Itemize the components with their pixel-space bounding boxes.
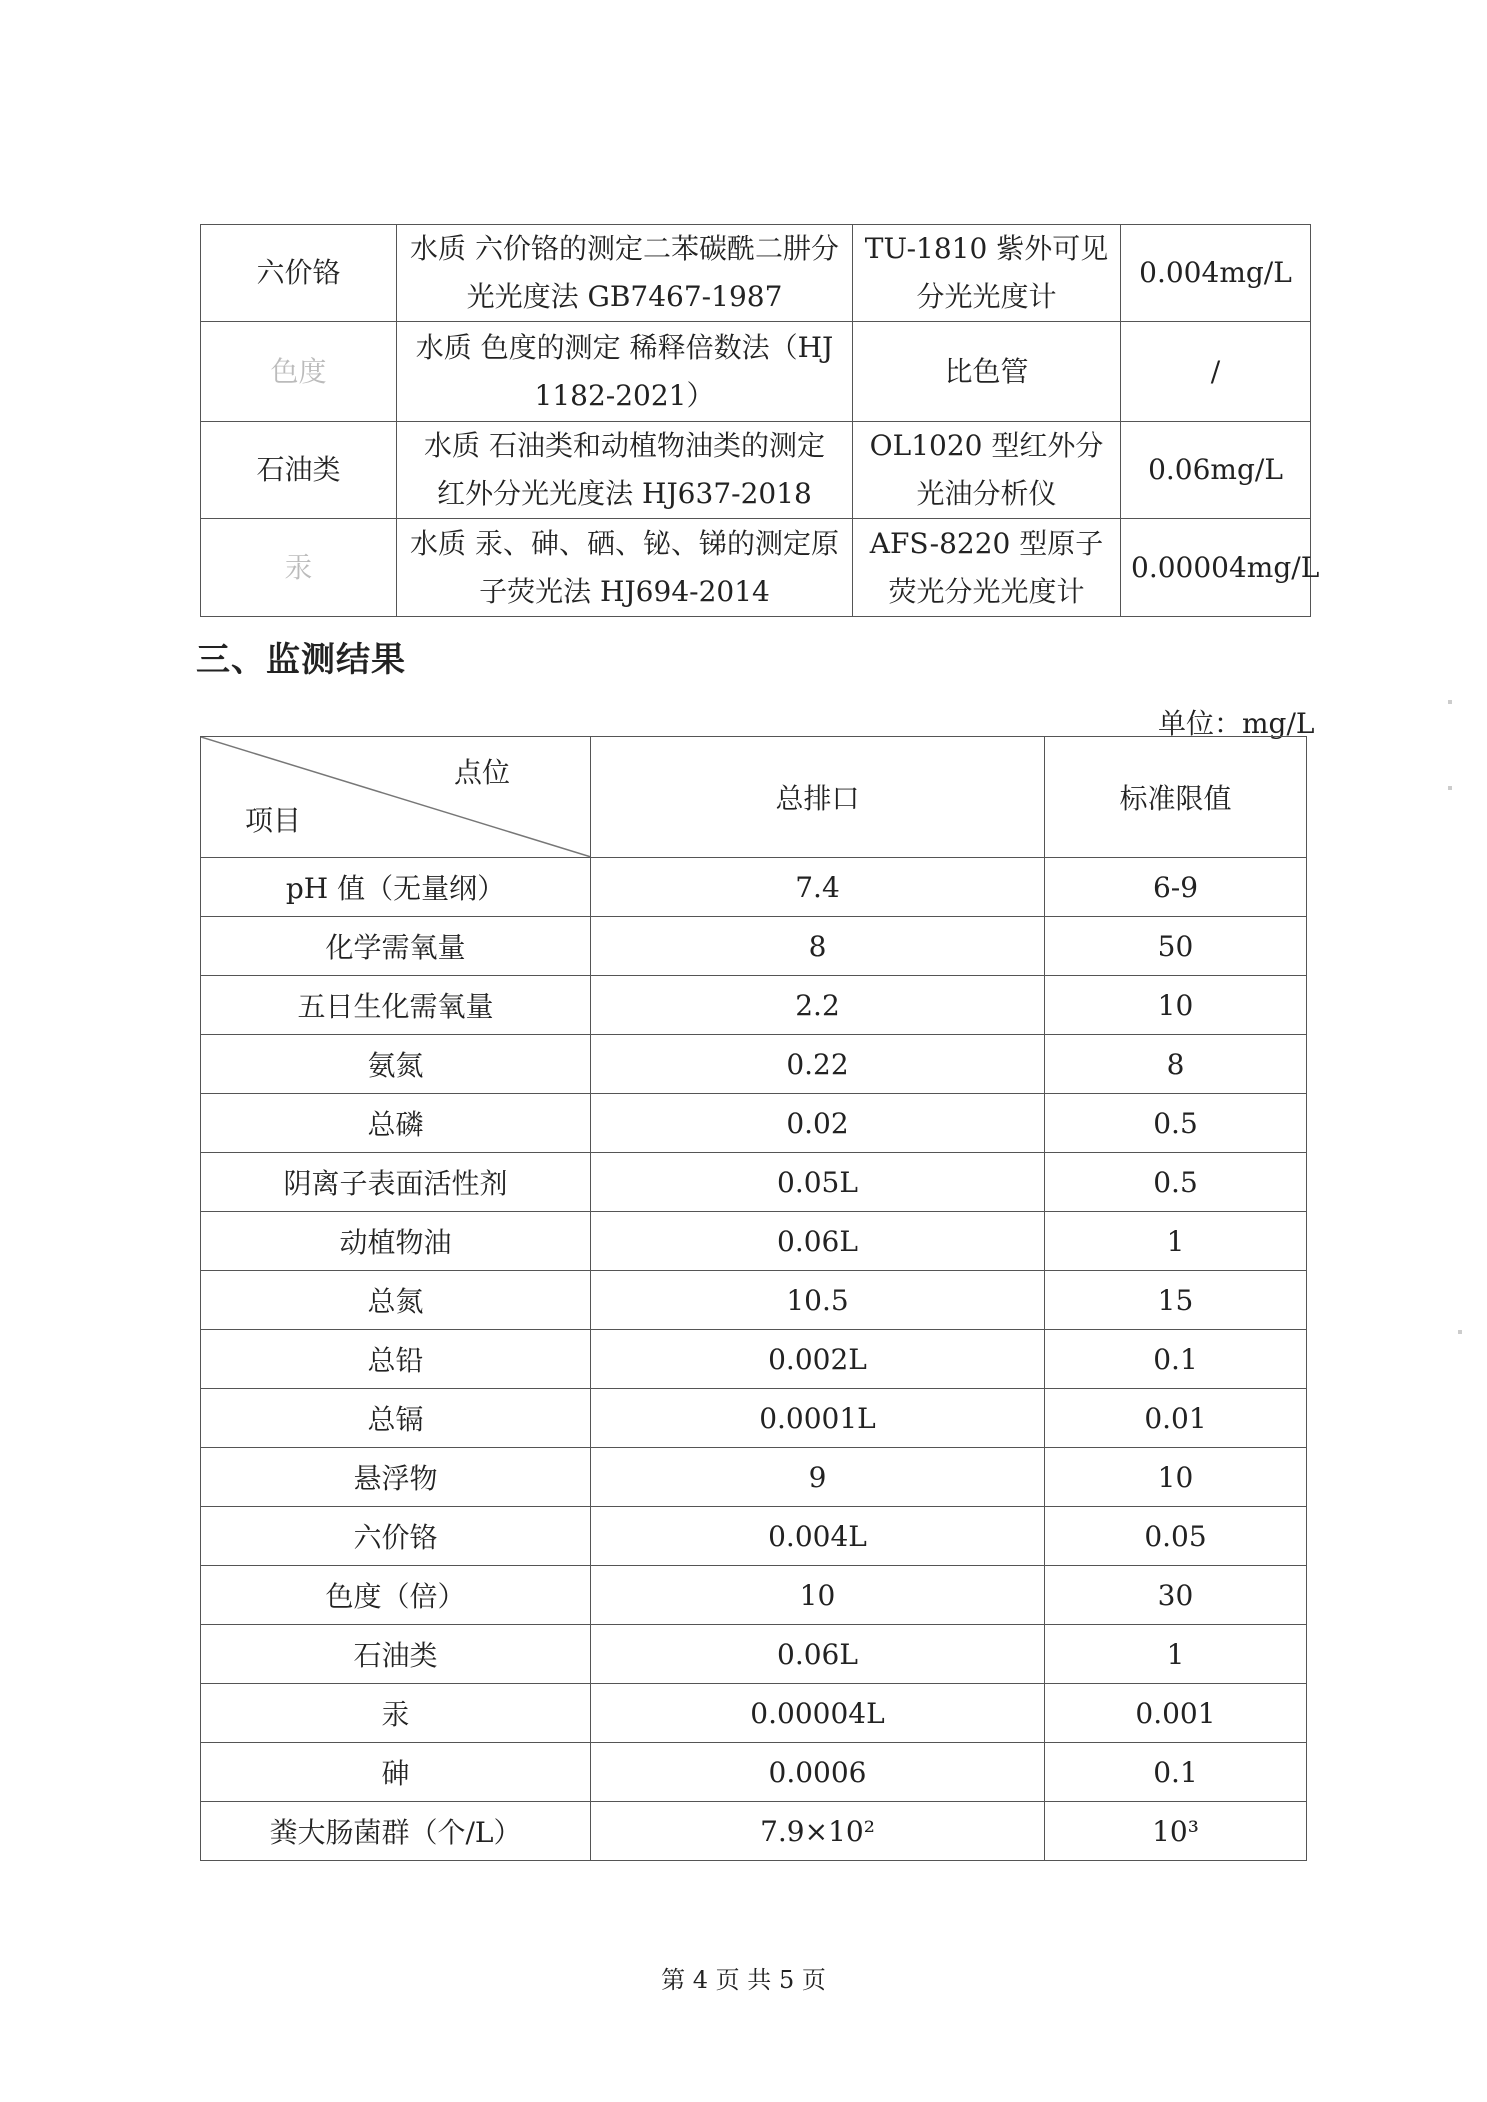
method-detection-limit: 0.00004mg/L (1121, 519, 1311, 617)
scan-mark (1448, 786, 1452, 790)
result-limit: 10³ (1045, 1802, 1307, 1861)
method-detection-limit: / (1121, 322, 1311, 422)
result-item: 化学需氧量 (201, 917, 591, 976)
result-item: 石油类 (201, 1625, 591, 1684)
result-value: 0.0006 (591, 1743, 1045, 1802)
method-standard: 水质 汞、砷、硒、铋、锑的测定原子荧光法 HJ694-2014 (397, 519, 853, 617)
result-row (201, 858, 1307, 917)
result-row (201, 1507, 1307, 1566)
result-value: 8 (591, 917, 1045, 976)
method-item: 石油类 (201, 422, 397, 519)
result-limit: 1 (1045, 1212, 1307, 1271)
section-title: 三、监测结果 (196, 640, 406, 680)
result-value: 0.06L (591, 1625, 1045, 1684)
method-standard: 水质 色度的测定 稀释倍数法（HJ 1182-2021） (397, 322, 853, 422)
result-row (201, 1743, 1307, 1802)
result-value: 0.004L (591, 1507, 1045, 1566)
result-value: 0.02 (591, 1094, 1045, 1153)
result-value: 9 (591, 1448, 1045, 1507)
result-limit: 0.5 (1045, 1094, 1307, 1153)
result-limit: 0.5 (1045, 1153, 1307, 1212)
method-instrument: OL1020 型红外分光油分析仪 (853, 422, 1121, 519)
result-item: 总铅 (201, 1330, 591, 1389)
result-item: 六价铬 (201, 1507, 591, 1566)
result-row (201, 1212, 1307, 1271)
method-instrument: TU-1810 紫外可见分光光度计 (853, 225, 1121, 322)
result-row (201, 1684, 1307, 1743)
result-limit: 0.1 (1045, 1330, 1307, 1389)
result-row (201, 1271, 1307, 1330)
result-limit: 1 (1045, 1625, 1307, 1684)
result-value: 0.00004L (591, 1684, 1045, 1743)
result-item: 五日生化需氧量 (201, 976, 591, 1035)
results-table (200, 736, 1307, 1861)
result-item: 砷 (201, 1743, 591, 1802)
result-limit: 30 (1045, 1566, 1307, 1625)
result-row (201, 1448, 1307, 1507)
method-item: 汞 (201, 519, 397, 617)
result-item: pH 值（无量纲） (201, 858, 591, 917)
result-value: 0.0001L (591, 1389, 1045, 1448)
scan-mark (1458, 1330, 1462, 1334)
scan-mark (1448, 700, 1452, 704)
result-row (201, 1389, 1307, 1448)
result-row (201, 1802, 1307, 1861)
header-item-label: 项目 (245, 804, 302, 837)
result-limit: 0.1 (1045, 1743, 1307, 1802)
methods-table (200, 224, 1320, 617)
result-item: 粪大肠菌群（个/L） (201, 1802, 591, 1861)
method-row (201, 225, 1311, 322)
result-limit: 6-9 (1045, 858, 1307, 917)
result-value: 0.002L (591, 1330, 1045, 1389)
result-row (201, 1625, 1307, 1684)
result-value: 0.22 (591, 1035, 1045, 1094)
method-detection-limit: 0.004mg/L (1121, 225, 1311, 322)
result-limit: 15 (1045, 1271, 1307, 1330)
result-row (201, 1153, 1307, 1212)
result-limit: 10 (1045, 976, 1307, 1035)
method-instrument: 比色管 (853, 322, 1121, 422)
result-value: 10 (591, 1566, 1045, 1625)
results-header-row (201, 737, 1307, 858)
unit-label: 单位：mg/L (1158, 707, 1315, 740)
result-item: 总氮 (201, 1271, 591, 1330)
method-detection-limit: 0.06mg/L (1121, 422, 1311, 519)
method-standard: 水质 石油类和动植物油类的测定 红外分光光度法 HJ637-2018 (397, 422, 853, 519)
result-item: 悬浮物 (201, 1448, 591, 1507)
result-row (201, 1094, 1307, 1153)
diagonal-line (201, 737, 591, 857)
result-limit: 50 (1045, 917, 1307, 976)
result-limit: 0.01 (1045, 1389, 1307, 1448)
method-instrument: AFS-8220 型原子荧光分光光度计 (853, 519, 1121, 617)
header-point-label: 点位 (453, 756, 510, 789)
result-item: 氨氮 (201, 1035, 591, 1094)
result-item: 汞 (201, 1684, 591, 1743)
method-item: 六价铬 (201, 225, 397, 322)
result-value: 2.2 (591, 976, 1045, 1035)
result-value: 0.06L (591, 1212, 1045, 1271)
header-limit: 标准限值 (1045, 737, 1307, 858)
result-item: 色度（倍） (201, 1566, 591, 1625)
result-limit: 0.05 (1045, 1507, 1307, 1566)
method-row (201, 422, 1311, 519)
result-item: 阴离子表面活性剂 (201, 1153, 591, 1212)
result-limit: 10 (1045, 1448, 1307, 1507)
method-standard: 水质 六价铬的测定二苯碳酰二肼分光光度法 GB7467-1987 (397, 225, 853, 322)
result-row (201, 1330, 1307, 1389)
result-item: 动植物油 (201, 1212, 591, 1271)
result-limit: 0.001 (1045, 1684, 1307, 1743)
result-value: 0.05L (591, 1153, 1045, 1212)
method-row (201, 322, 1311, 422)
header-outlet: 总排口 (591, 737, 1045, 858)
result-value: 10.5 (591, 1271, 1045, 1330)
diagonal-header-cell (201, 737, 591, 858)
result-limit: 8 (1045, 1035, 1307, 1094)
result-item: 总磷 (201, 1094, 591, 1153)
result-value: 7.9×10² (591, 1802, 1045, 1861)
result-row (201, 1566, 1307, 1625)
result-row (201, 976, 1307, 1035)
page-footer: 第 4 页 共 5 页 (661, 1966, 826, 1994)
result-row (201, 917, 1307, 976)
method-row (201, 519, 1311, 617)
method-item: 色度 (201, 322, 397, 422)
result-row (201, 1035, 1307, 1094)
result-item: 总镉 (201, 1389, 591, 1448)
result-value: 7.4 (591, 858, 1045, 917)
